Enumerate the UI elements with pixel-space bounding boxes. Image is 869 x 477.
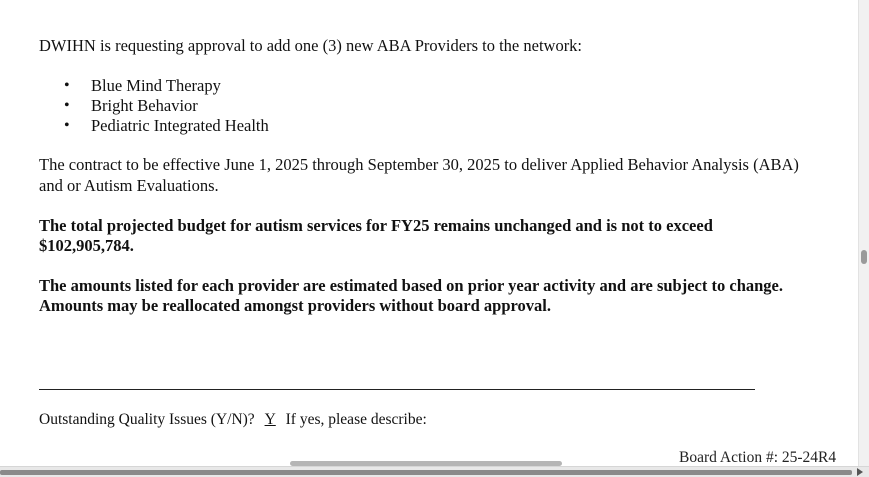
contract-text-line1: The contract to be effective June 1, 2025 through September 30, 2025 to deliver Applied Behavior Analysis (ABA) — [39, 155, 799, 174]
vertical-scrollbar[interactable] — [858, 0, 869, 466]
vertical-scrollbar-thumb[interactable] — [861, 250, 867, 264]
contract-text-line2: and or Autism Evaluations. — [39, 176, 219, 195]
provider-item: Pediatric Integrated Health — [91, 116, 269, 135]
scroll-right-arrow-icon[interactable] — [857, 468, 863, 476]
bullet-icon: • — [64, 77, 70, 94]
budget-text-line2: $102,905,784. — [39, 236, 134, 255]
horizontal-scrollbar-track[interactable] — [0, 470, 852, 475]
intro-text: DWIHN is requesting approval to add one (3) new ABA Providers to the network: — [39, 36, 583, 55]
provider-item: Bright Behavior — [91, 96, 198, 115]
quality-issues-value: Y — [264, 411, 276, 428]
quality-issues-row — [39, 410, 427, 430]
provider-item: Blue Mind Therapy — [91, 76, 221, 95]
horizontal-scrollbar[interactable] — [0, 466, 869, 477]
divider-rule — [39, 389, 755, 390]
bullet-icon: • — [64, 117, 70, 134]
amounts-text-line2: Amounts may be reallocated amongst providers without board approval. — [39, 296, 551, 315]
quality-issues-describe: If yes, please describe: — [285, 411, 427, 428]
board-action-number: Board Action #: 25-24R4 — [679, 449, 837, 466]
quality-issues-label: Outstanding Quality Issues (Y/N)? — [39, 411, 255, 428]
horizontal-scrollbar-thumb[interactable] — [290, 461, 562, 466]
budget-text-line1: The total projected budget for autism services for FY25 remains unchanged and is not to exceed — [39, 216, 713, 235]
amounts-text-line1: The amounts listed for each provider are estimated based on prior year activity and are subject to change. — [39, 276, 783, 295]
bullet-icon: • — [64, 97, 70, 114]
